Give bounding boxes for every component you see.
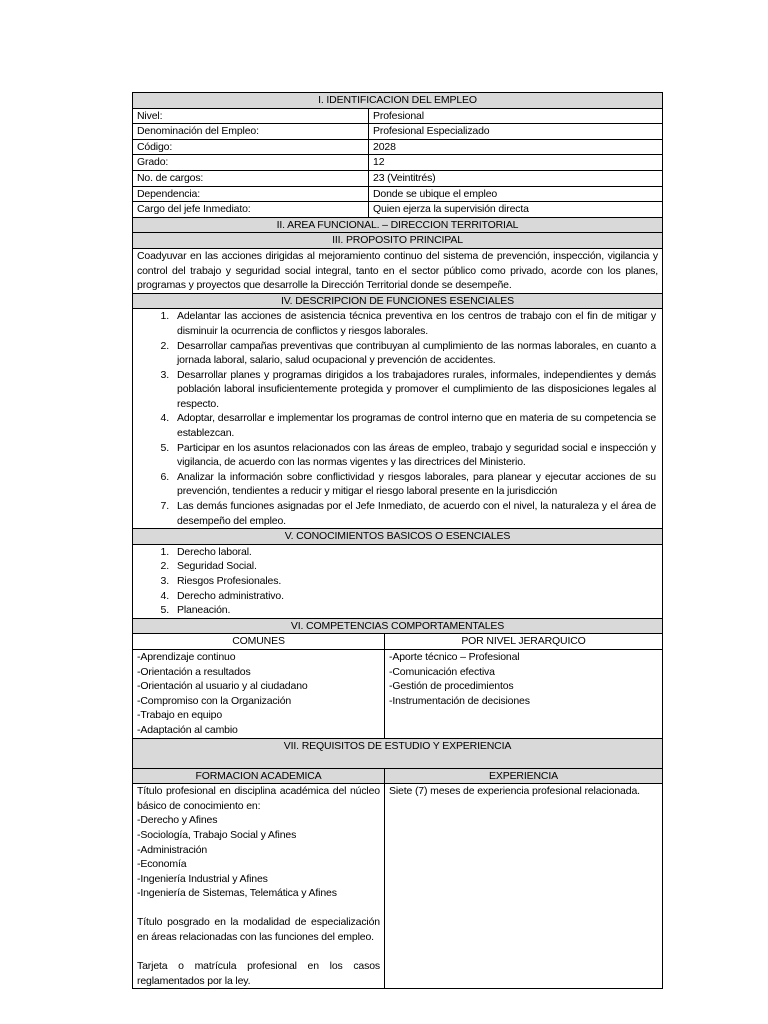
list-item: -Orientación a resultados — [137, 665, 251, 678]
row-label: No. de cargos: — [133, 170, 369, 186]
table-row — [133, 124, 663, 140]
item-number: 1. — [160, 310, 169, 323]
row-value: Profesional — [369, 108, 663, 124]
item-number: 5. — [160, 604, 169, 617]
row-value: 2028 — [369, 139, 663, 155]
row-value: Donde se ubique el empleo — [369, 186, 663, 202]
row-value: Quien ejerza la supervisión directa — [369, 202, 663, 218]
comunes-header: COMUNES — [133, 634, 385, 650]
item-number: 3. — [160, 575, 169, 587]
list-item: -Instrumentación de decisiones — [389, 694, 530, 707]
section-2-title: II. AREA FUNCIONAL. – DIRECCION TERRITORIAL — [133, 217, 663, 233]
table-row — [133, 186, 663, 202]
item-text: Derecho administrativo. — [177, 589, 284, 602]
item-number: 3. — [160, 368, 169, 381]
list-item: -Administración — [137, 843, 208, 856]
row-label: Código: — [133, 139, 369, 155]
list-item: -Trabajo en equipo — [137, 709, 223, 722]
item-number: 4. — [160, 412, 169, 425]
section-5-title: V. CONOCIMIENTOS BASICOS O ESENCIALES — [133, 529, 663, 545]
functions-list-cell — [133, 309, 663, 529]
list-item — [137, 574, 658, 589]
item-number: 7. — [160, 500, 169, 513]
item-text: Las demás funciones asignadas por el Jefe Inmediato, de acuerdo con el nivel, la naturaleza y el área de desempeño del empleo. — [177, 500, 657, 527]
section-4-title: IV. DESCRIPCION DE FUNCIONES ESENCIALES — [133, 293, 663, 309]
nivel-jerarquico-list — [385, 649, 663, 738]
list-item — [137, 411, 658, 440]
item-text: Desarrollar campañas preventivas que contribuyan al cumplimiento de las normas laborales, en cuanto a jornada laboral, salario, salud ocupacional y prevención de accidentes. — [177, 339, 657, 367]
nivel-jerarquico-header: POR NIVEL JERARQUICO — [385, 634, 663, 650]
item-text: Riesgos Profesionales. — [177, 575, 282, 587]
purpose-text: Coadyuvar en las acciones dirigidas al mejoramiento continuo del sistema de prevención, inspección, vigilancia y control del trabajo y seguridad social integral, tanto en el sector público como privado, acorde con los planes, programas y proyectos que desarrolle la Dirección Territorial donde se desempeñe. — [133, 248, 663, 293]
row-label: Denominación del Empleo: — [133, 124, 369, 140]
formacion-cell — [133, 784, 385, 989]
item-number: 2. — [160, 339, 169, 352]
list-item — [137, 545, 658, 560]
list-item — [137, 339, 658, 368]
tarjeta-text: Tarjeta o matrícula profesional en los casos reglamentados por la ley. — [137, 960, 380, 987]
list-item: -Compromiso con la Organización — [137, 694, 292, 707]
row-label: Dependencia: — [133, 186, 369, 202]
list-item: -Derecho y Afines — [137, 814, 218, 827]
list-item: -Adaptación al cambio — [137, 723, 238, 736]
list-item — [137, 470, 658, 499]
row-value: 23 (Veintitrés) — [369, 170, 663, 186]
knowledge-list-cell — [133, 544, 663, 618]
experiencia-header: EXPERIENCIA — [385, 768, 663, 784]
posgrado-text: Título posgrado en la modalidad de especialización en áreas relacionadas con las funciones del empleo. — [137, 916, 380, 944]
item-number: 6. — [160, 470, 169, 483]
table-row — [133, 139, 663, 155]
functions-list — [137, 309, 658, 528]
experiencia-cell — [385, 784, 663, 989]
comunes-list — [133, 649, 385, 738]
section-7-title: VII. REQUISITOS DE ESTUDIO Y EXPERIENCIA — [133, 738, 663, 768]
list-item — [137, 589, 658, 604]
formacion-intro: Título profesional en disciplina académica del núcleo básico de conocimiento en: — [137, 785, 380, 812]
experiencia-text: Siete (7) meses de experiencia profesional relacionada. — [389, 785, 640, 798]
row-value: 12 — [369, 155, 663, 171]
list-item: -Gestión de procedimientos — [389, 680, 514, 693]
list-item: -Ingeniería de Sistemas, Telemática y Afines — [137, 887, 337, 900]
list-item — [137, 559, 658, 574]
section-3-title: III. PROPOSITO PRINCIPAL — [133, 233, 663, 249]
list-item — [137, 368, 658, 412]
row-label: Grado: — [133, 155, 369, 171]
list-item: -Aporte técnico – Profesional — [389, 650, 520, 663]
item-text: Participar en los asuntos relacionados con las áreas de empleo, trabajo y seguridad social e inspección y vigilancia, de acuerdo con las normas vigentes y las directrices del Ministerio. — [177, 441, 657, 469]
list-item: -Ingeniería Industrial y Afines — [137, 872, 268, 885]
item-text: Planeación. — [177, 604, 231, 617]
item-number: 1. — [160, 545, 169, 558]
item-number: 5. — [160, 441, 169, 454]
row-label: Nivel: — [133, 108, 369, 124]
list-item: -Economía — [137, 858, 187, 871]
job-profile-document — [132, 92, 662, 989]
list-item — [137, 309, 658, 338]
formacion-header: FORMACION ACADEMICA — [133, 768, 385, 784]
item-number: 4. — [160, 589, 169, 602]
table-row — [133, 202, 663, 218]
list-item: -Aprendizaje continuo — [137, 650, 236, 663]
item-text: Seguridad Social. — [177, 560, 257, 573]
section-6-title: VI. COMPETENCIAS COMPORTAMENTALES — [133, 618, 663, 634]
item-text: Adelantar las acciones de asistencia técnica preventiva en los centros de trabajo con el fin de mitigar y disminuir la ocurrencia de conflictos y riesgos laborales. — [177, 310, 657, 337]
item-text: Derecho laboral. — [177, 545, 252, 558]
list-item: -Orientación al usuario y al ciudadano — [137, 680, 308, 693]
list-item — [137, 441, 658, 470]
item-number: 2. — [160, 560, 169, 573]
knowledge-list — [137, 545, 658, 618]
list-item — [137, 603, 658, 618]
table-row — [133, 170, 663, 186]
list-item: -Comunicación efectiva — [389, 665, 495, 678]
list-item — [137, 499, 658, 528]
job-profile-table — [132, 92, 663, 989]
section-1-title: I. IDENTIFICACION DEL EMPLEO — [133, 93, 663, 109]
item-text: Analizar la información sobre conflictividad y riesgos laborales, para planear y ejecutar acciones de su prevención, tendientes a reducir y mitigar el riesgo laboral presente en la jurisdicción — [177, 470, 657, 498]
row-label: Cargo del jefe Inmediato: — [133, 202, 369, 218]
table-row — [133, 108, 663, 124]
list-item: -Sociología, Trabajo Social y Afines — [137, 828, 297, 841]
item-text: Desarrollar planes y programas dirigidos a los trabajadores rurales, informales, independientes y demás población laboral insuficientemente protegida y promover el cumplimiento de las disposiciones legales al respecto. — [177, 368, 657, 410]
row-value: Profesional Especializado — [369, 124, 663, 140]
table-row — [133, 155, 663, 171]
item-text: Adoptar, desarrollar e implementar los programas de control interno que en materia de su competencia se establezcan. — [177, 412, 657, 440]
